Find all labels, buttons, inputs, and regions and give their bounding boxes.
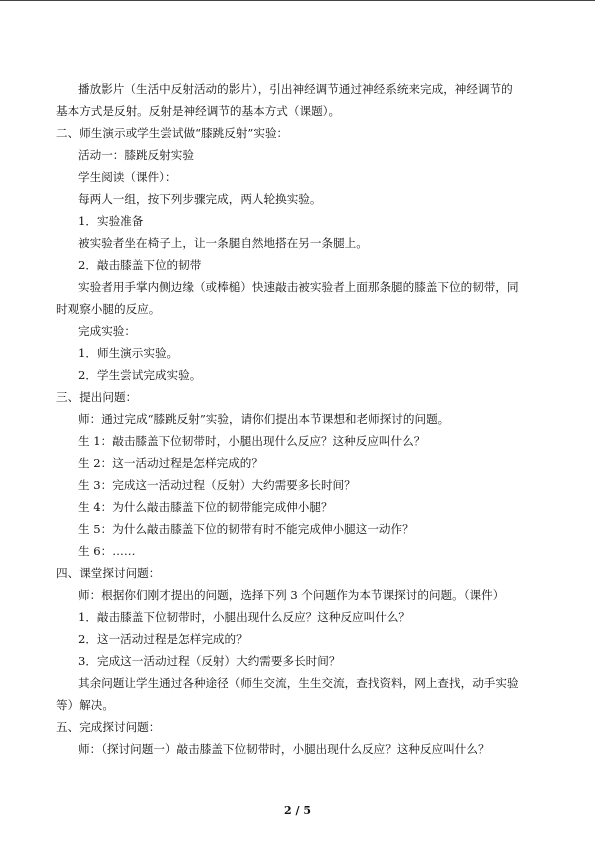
text-line: 其余问题让学生通过各种途径（师生交流，生生交流，查找资料，网上查找，动手实验 [78, 676, 519, 690]
text-line: 基本方式是反射。反射是神经调节的基本方式（课题）。 [56, 104, 341, 118]
text-line: 生 4：为什么敲击膝盖下位的韧带能完成伸小腿？ [78, 500, 333, 514]
text-line: 被实验者坐在椅子上，让一条腿自然地搭在另一条腿上。 [78, 236, 368, 250]
text-line: 2．这一活动过程是怎样完成的？ [78, 632, 248, 646]
text-line: 1．师生演示实验。 [78, 346, 179, 360]
text-line: 3．完成这一活动过程（反射）大约需要多长时间？ [78, 654, 341, 668]
text-line: 学生阅读（课件）： [78, 170, 177, 184]
text-line: 播放影片（生活中反射活动的影片），引出神经调节通过神经系统来完成，神经调节的 [78, 82, 513, 96]
text-line: 时观察小腿的反应。 [56, 302, 161, 316]
text-line: 四、课堂探讨问题： [56, 566, 161, 580]
text-line: 师：根据你们刚才提出的问题，选择下列 3 个问题作为本节课探讨的问题。（课件） [78, 588, 505, 602]
document-body [56, 78, 540, 760]
text-line: 实验者用手掌内侧边缘（或棒槌）快速敲击被实验者上面那条腿的膝盖下位的韧带，同 [78, 280, 519, 294]
text-line: 活动一：膝跳反射实验 [78, 148, 194, 162]
page-number: 2 / 5 [284, 804, 311, 817]
text-line: 每两人一组，按下列步骤完成，两人轮换实验。 [78, 192, 322, 206]
text-line: 生 2：这一活动过程是怎样完成的？ [78, 456, 263, 470]
text-line: 2．敲击膝盖下位的韧带 [78, 258, 202, 272]
text-line: 生 1：敲击膝盖下位韧带时，小腿出现什么反应？这种反应叫什么？ [78, 434, 426, 448]
text-line: 师：通过完成“膝跳反射”实验，请你们提出本节课想和老师探讨的问题。 [78, 412, 450, 426]
text-line: 二、师生演示或学生尝试做“膝跳反射”实验： [56, 126, 289, 140]
text-line: 等）解决。 [56, 698, 114, 712]
text-line: 完成实验： [78, 324, 136, 338]
header-rule [0, 0, 595, 1]
text-line: 1．敲击膝盖下位韧带时，小腿出现什么反应？这种反应叫什么？ [78, 610, 411, 624]
text-line: 师：（探讨问题一）敲击膝盖下位韧带时，小腿出现什么反应？这种反应叫什么？ [78, 742, 490, 756]
text-line: 五、完成探讨问题： [56, 720, 161, 734]
text-line: 2．学生尝试完成实验。 [78, 368, 202, 382]
text-line: 生 3：完成这一活动过程（反射）大约需要多长时间？ [78, 478, 356, 492]
text-line: 1．实验准备 [78, 214, 144, 228]
text-line: 生 5：为什么敲击膝盖下位的韧带有时不能完成伸小腿这一动作？ [78, 522, 414, 536]
text-line: 三、提出问题： [56, 390, 138, 404]
text-line: 生 6：…… [78, 544, 136, 558]
